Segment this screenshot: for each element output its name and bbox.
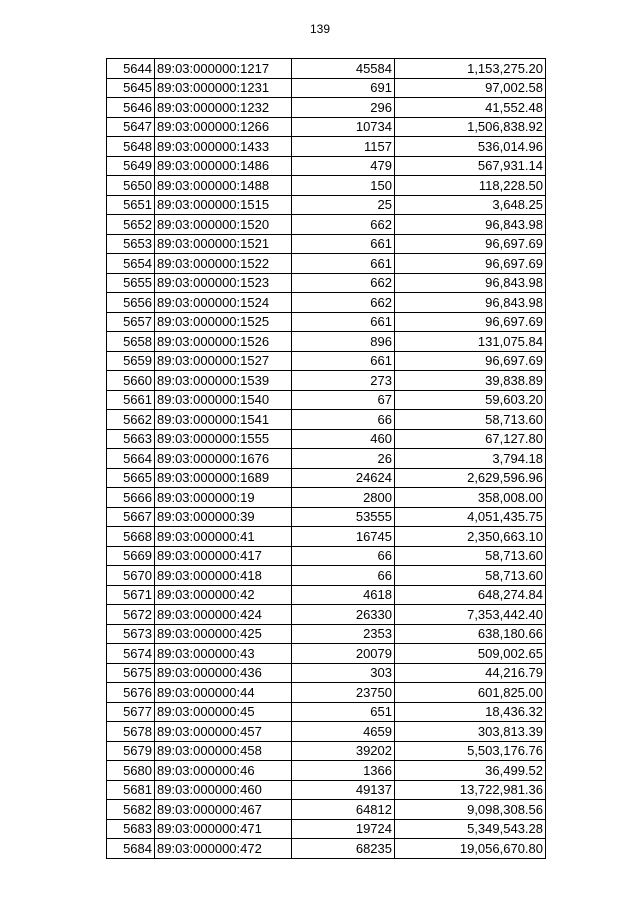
cadastral-number-cell: 89:03:000000:457 <box>155 722 292 742</box>
area-cell: 661 <box>292 312 395 332</box>
cadastral-number-cell: 89:03:000000:39 <box>155 507 292 527</box>
cadastral-number-cell: 89:03:000000:1232 <box>155 98 292 118</box>
cadastral-number-cell: 89:03:000000:1555 <box>155 429 292 449</box>
row-number-cell: 5664 <box>107 449 155 469</box>
table-row <box>107 429 546 449</box>
area-cell: 16745 <box>292 527 395 547</box>
row-number-cell: 5644 <box>107 59 155 79</box>
area-cell: 39202 <box>292 741 395 761</box>
row-number-cell: 5676 <box>107 683 155 703</box>
area-cell: 2353 <box>292 624 395 644</box>
page-number: 139 <box>309 22 331 36</box>
table-row <box>107 215 546 235</box>
value-cell: 358,008.00 <box>395 488 546 508</box>
value-cell: 96,697.69 <box>395 254 546 274</box>
table-row <box>107 273 546 293</box>
value-cell: 96,843.98 <box>395 215 546 235</box>
area-cell: 479 <box>292 156 395 176</box>
value-cell: 2,350,663.10 <box>395 527 546 547</box>
cadastral-number-cell: 89:03:000000:1526 <box>155 332 292 352</box>
cadastral-number-cell: 89:03:000000:1523 <box>155 273 292 293</box>
value-cell: 118,228.50 <box>395 176 546 196</box>
row-number-cell: 5652 <box>107 215 155 235</box>
row-number-cell: 5645 <box>107 78 155 98</box>
value-cell: 96,843.98 <box>395 273 546 293</box>
cadastral-number-cell: 89:03:000000:44 <box>155 683 292 703</box>
row-number-cell: 5672 <box>107 605 155 625</box>
area-cell: 24624 <box>292 468 395 488</box>
area-cell: 4618 <box>292 585 395 605</box>
row-number-cell: 5679 <box>107 741 155 761</box>
area-cell: 66 <box>292 546 395 566</box>
cadastral-number-cell: 89:03:000000:418 <box>155 566 292 586</box>
value-cell: 2,629,596.96 <box>395 468 546 488</box>
parcel-table <box>106 58 546 859</box>
table-row <box>107 390 546 410</box>
table-row <box>107 839 546 859</box>
area-cell: 1366 <box>292 761 395 781</box>
row-number-cell: 5646 <box>107 98 155 118</box>
cadastral-number-cell: 89:03:000000:1521 <box>155 234 292 254</box>
cadastral-number-cell: 89:03:000000:458 <box>155 741 292 761</box>
area-cell: 2800 <box>292 488 395 508</box>
row-number-cell: 5648 <box>107 137 155 157</box>
table-row <box>107 488 546 508</box>
table-row <box>107 137 546 157</box>
table-row <box>107 410 546 430</box>
row-number-cell: 5653 <box>107 234 155 254</box>
value-cell: 96,697.69 <box>395 234 546 254</box>
area-cell: 66 <box>292 566 395 586</box>
cadastral-number-cell: 89:03:000000:1522 <box>155 254 292 274</box>
area-cell: 896 <box>292 332 395 352</box>
row-number-cell: 5658 <box>107 332 155 352</box>
table-row <box>107 819 546 839</box>
row-number-cell: 5681 <box>107 780 155 800</box>
table-row <box>107 585 546 605</box>
cadastral-number-cell: 89:03:000000:43 <box>155 644 292 664</box>
cadastral-number-cell: 89:03:000000:436 <box>155 663 292 683</box>
table-row <box>107 624 546 644</box>
area-cell: 1157 <box>292 137 395 157</box>
value-cell: 39,838.89 <box>395 371 546 391</box>
value-cell: 96,697.69 <box>395 312 546 332</box>
value-cell: 303,813.39 <box>395 722 546 742</box>
table-row <box>107 663 546 683</box>
cadastral-number-cell: 89:03:000000:1527 <box>155 351 292 371</box>
area-cell: 64812 <box>292 800 395 820</box>
table-row <box>107 468 546 488</box>
row-number-cell: 5654 <box>107 254 155 274</box>
cadastral-number-cell: 89:03:000000:1539 <box>155 371 292 391</box>
area-cell: 273 <box>292 371 395 391</box>
table-row <box>107 98 546 118</box>
table-row <box>107 312 546 332</box>
value-cell: 131,075.84 <box>395 332 546 352</box>
table-row <box>107 546 546 566</box>
value-cell: 3,794.18 <box>395 449 546 469</box>
cadastral-number-cell: 89:03:000000:1541 <box>155 410 292 430</box>
area-cell: 150 <box>292 176 395 196</box>
row-number-cell: 5661 <box>107 390 155 410</box>
value-cell: 96,697.69 <box>395 351 546 371</box>
value-cell: 509,002.65 <box>395 644 546 664</box>
cadastral-number-cell: 89:03:000000:417 <box>155 546 292 566</box>
row-number-cell: 5649 <box>107 156 155 176</box>
value-cell: 96,843.98 <box>395 293 546 313</box>
table-row <box>107 722 546 742</box>
cadastral-number-cell: 89:03:000000:45 <box>155 702 292 722</box>
table-row <box>107 371 546 391</box>
table-row <box>107 234 546 254</box>
value-cell: 67,127.80 <box>395 429 546 449</box>
table-row <box>107 351 546 371</box>
area-cell: 661 <box>292 234 395 254</box>
area-cell: 296 <box>292 98 395 118</box>
row-number-cell: 5675 <box>107 663 155 683</box>
table-row <box>107 507 546 527</box>
value-cell: 638,180.66 <box>395 624 546 644</box>
value-cell: 1,506,838.92 <box>395 117 546 137</box>
table-row <box>107 780 546 800</box>
cadastral-number-cell: 89:03:000000:1525 <box>155 312 292 332</box>
cadastral-number-cell: 89:03:000000:1217 <box>155 59 292 79</box>
row-number-cell: 5680 <box>107 761 155 781</box>
row-number-cell: 5657 <box>107 312 155 332</box>
cadastral-number-cell: 89:03:000000:1266 <box>155 117 292 137</box>
value-cell: 5,503,176.76 <box>395 741 546 761</box>
row-number-cell: 5670 <box>107 566 155 586</box>
cadastral-number-cell: 89:03:000000:1524 <box>155 293 292 313</box>
area-cell: 26 <box>292 449 395 469</box>
cadastral-number-cell: 89:03:000000:1515 <box>155 195 292 215</box>
row-number-cell: 5663 <box>107 429 155 449</box>
table-row <box>107 254 546 274</box>
area-cell: 661 <box>292 254 395 274</box>
row-number-cell: 5665 <box>107 468 155 488</box>
row-number-cell: 5678 <box>107 722 155 742</box>
cadastral-number-cell: 89:03:000000:1433 <box>155 137 292 157</box>
value-cell: 5,349,543.28 <box>395 819 546 839</box>
table-row <box>107 683 546 703</box>
row-number-cell: 5651 <box>107 195 155 215</box>
cadastral-number-cell: 89:03:000000:1488 <box>155 176 292 196</box>
cadastral-number-cell: 89:03:000000:46 <box>155 761 292 781</box>
table-row <box>107 449 546 469</box>
table-row <box>107 156 546 176</box>
value-cell: 648,274.84 <box>395 585 546 605</box>
cadastral-number-cell: 89:03:000000:1520 <box>155 215 292 235</box>
value-cell: 1,153,275.20 <box>395 59 546 79</box>
cadastral-number-cell: 89:03:000000:467 <box>155 800 292 820</box>
area-cell: 25 <box>292 195 395 215</box>
row-number-cell: 5667 <box>107 507 155 527</box>
value-cell: 19,056,670.80 <box>395 839 546 859</box>
row-number-cell: 5668 <box>107 527 155 547</box>
cadastral-number-cell: 89:03:000000:1231 <box>155 78 292 98</box>
cadastral-number-cell: 89:03:000000:42 <box>155 585 292 605</box>
value-cell: 97,002.58 <box>395 78 546 98</box>
table-row <box>107 332 546 352</box>
table-row <box>107 59 546 79</box>
row-number-cell: 5659 <box>107 351 155 371</box>
table-row <box>107 605 546 625</box>
value-cell: 58,713.60 <box>395 546 546 566</box>
table-row <box>107 117 546 137</box>
row-number-cell: 5673 <box>107 624 155 644</box>
cadastral-number-cell: 89:03:000000:425 <box>155 624 292 644</box>
value-cell: 58,713.60 <box>395 566 546 586</box>
area-cell: 662 <box>292 293 395 313</box>
value-cell: 58,713.60 <box>395 410 546 430</box>
area-cell: 23750 <box>292 683 395 703</box>
value-cell: 41,552.48 <box>395 98 546 118</box>
area-cell: 303 <box>292 663 395 683</box>
row-number-cell: 5647 <box>107 117 155 137</box>
value-cell: 36,499.52 <box>395 761 546 781</box>
cadastral-number-cell: 89:03:000000:472 <box>155 839 292 859</box>
table-row <box>107 644 546 664</box>
table-row <box>107 293 546 313</box>
value-cell: 3,648.25 <box>395 195 546 215</box>
area-cell: 49137 <box>292 780 395 800</box>
table-row <box>107 702 546 722</box>
cadastral-number-cell: 89:03:000000:471 <box>155 819 292 839</box>
value-cell: 536,014.96 <box>395 137 546 157</box>
area-cell: 460 <box>292 429 395 449</box>
area-cell: 53555 <box>292 507 395 527</box>
table-row <box>107 176 546 196</box>
value-cell: 44,216.79 <box>395 663 546 683</box>
area-cell: 662 <box>292 273 395 293</box>
area-cell: 66 <box>292 410 395 430</box>
row-number-cell: 5674 <box>107 644 155 664</box>
row-number-cell: 5656 <box>107 293 155 313</box>
row-number-cell: 5660 <box>107 371 155 391</box>
area-cell: 4659 <box>292 722 395 742</box>
table-row <box>107 566 546 586</box>
area-cell: 661 <box>292 351 395 371</box>
row-number-cell: 5682 <box>107 800 155 820</box>
value-cell: 567,931.14 <box>395 156 546 176</box>
cadastral-number-cell: 89:03:000000:1689 <box>155 468 292 488</box>
area-cell: 20079 <box>292 644 395 664</box>
table-row <box>107 195 546 215</box>
value-cell: 601,825.00 <box>395 683 546 703</box>
table-body <box>107 59 546 859</box>
value-cell: 4,051,435.75 <box>395 507 546 527</box>
value-cell: 7,353,442.40 <box>395 605 546 625</box>
cadastral-number-cell: 89:03:000000:1676 <box>155 449 292 469</box>
area-cell: 67 <box>292 390 395 410</box>
cadastral-number-cell: 89:03:000000:460 <box>155 780 292 800</box>
cadastral-number-cell: 89:03:000000:19 <box>155 488 292 508</box>
row-number-cell: 5671 <box>107 585 155 605</box>
row-number-cell: 5677 <box>107 702 155 722</box>
cadastral-number-cell: 89:03:000000:41 <box>155 527 292 547</box>
row-number-cell: 5655 <box>107 273 155 293</box>
row-number-cell: 5666 <box>107 488 155 508</box>
row-number-cell: 5669 <box>107 546 155 566</box>
value-cell: 9,098,308.56 <box>395 800 546 820</box>
area-cell: 26330 <box>292 605 395 625</box>
table-row <box>107 78 546 98</box>
row-number-cell: 5684 <box>107 839 155 859</box>
table-row <box>107 527 546 547</box>
row-number-cell: 5662 <box>107 410 155 430</box>
value-cell: 59,603.20 <box>395 390 546 410</box>
table-row <box>107 761 546 781</box>
table-row <box>107 800 546 820</box>
cadastral-number-cell: 89:03:000000:424 <box>155 605 292 625</box>
area-cell: 68235 <box>292 839 395 859</box>
area-cell: 10734 <box>292 117 395 137</box>
cadastral-number-cell: 89:03:000000:1540 <box>155 390 292 410</box>
area-cell: 691 <box>292 78 395 98</box>
row-number-cell: 5683 <box>107 819 155 839</box>
cadastral-number-cell: 89:03:000000:1486 <box>155 156 292 176</box>
row-number-cell: 5650 <box>107 176 155 196</box>
area-cell: 19724 <box>292 819 395 839</box>
area-cell: 45584 <box>292 59 395 79</box>
value-cell: 18,436.32 <box>395 702 546 722</box>
value-cell: 13,722,981.36 <box>395 780 546 800</box>
area-cell: 662 <box>292 215 395 235</box>
table-row <box>107 741 546 761</box>
area-cell: 651 <box>292 702 395 722</box>
